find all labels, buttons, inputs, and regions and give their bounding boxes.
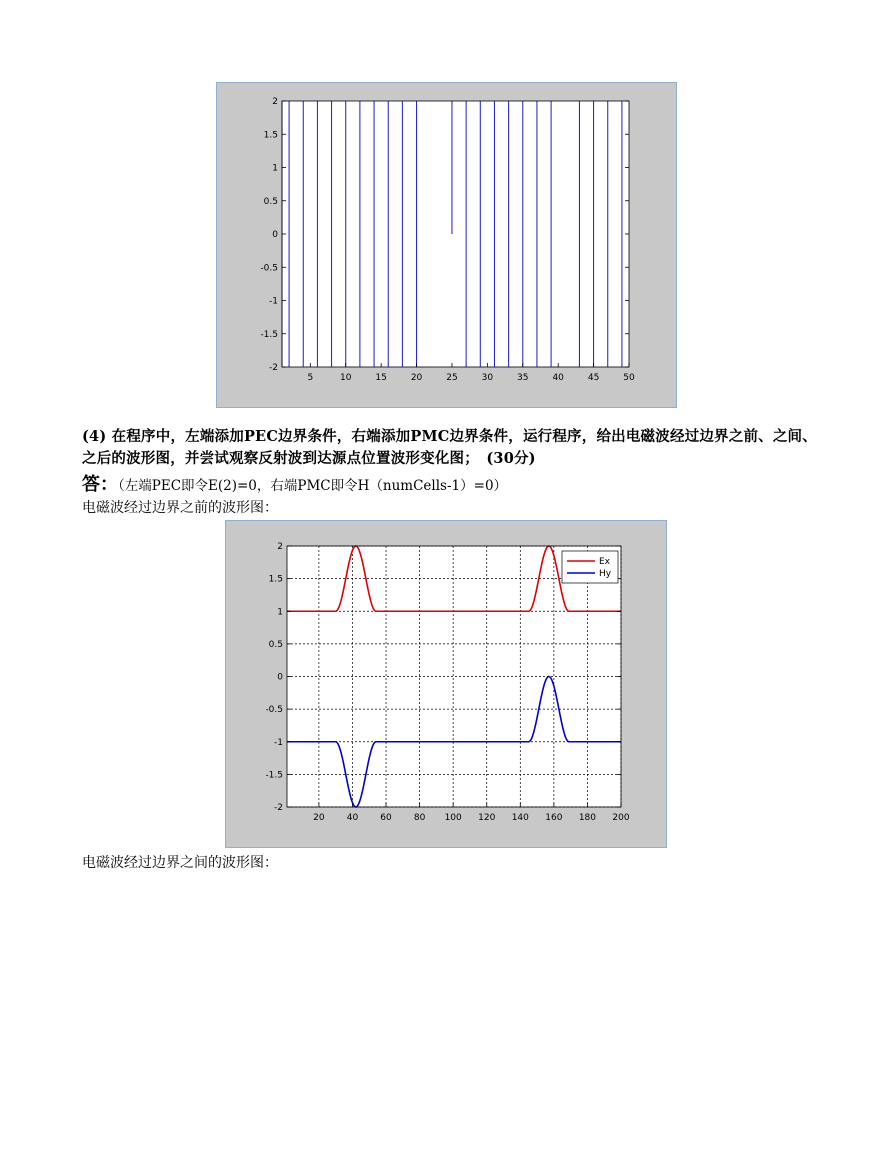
x-tick-label: 100 [444, 813, 462, 823]
x-tick-label: 40 [552, 373, 564, 383]
y-tick-label: 2 [272, 97, 278, 107]
x-tick-label: 80 [413, 813, 426, 823]
y-tick-label: -0.5 [265, 705, 283, 716]
x-tick-label: 40 [346, 813, 359, 823]
y-tick-label: -1 [269, 296, 278, 307]
caption-before: 电磁波经过边界之前的波形图： [82, 500, 278, 516]
y-tick-label: 1 [272, 163, 278, 174]
x-tick-label: 45 [587, 373, 600, 383]
x-tick-label: 50 [623, 373, 635, 383]
x-tick-label: 25 [446, 373, 458, 383]
legend-label-hy: Hy [599, 569, 612, 579]
x-tick-label: 200 [612, 813, 630, 823]
answer-text: （左端PEC即令E(2)=0，右端PMC即令H（numCells-1）=0） [118, 478, 508, 494]
y-tick-label: -1 [274, 737, 283, 748]
question-text: (4) 在程序中，左端添加PEC边界条件，右端添加PMC边界条件，运行程序，给出电磁波经过边界之前、之间、之后的波形图，并尝试观察反射波到达源点位置波形变化图； (30分) [82, 428, 817, 467]
y-tick-label: -0.5 [260, 263, 278, 274]
x-tick-label: 35 [517, 373, 529, 383]
x-tick-label: 120 [478, 813, 496, 823]
y-tick-label: 0 [277, 672, 283, 683]
figure-1-frame [216, 82, 677, 408]
y-tick-label: 1.5 [268, 574, 283, 585]
y-tick-label: -2 [274, 803, 283, 813]
x-tick-label: 180 [578, 813, 597, 823]
x-tick-label: 10 [340, 373, 352, 383]
figure-1-chart [217, 83, 676, 407]
y-tick-label: 1.5 [263, 130, 278, 141]
y-tick-label: 2 [277, 542, 283, 552]
figure-2-chart [226, 521, 666, 847]
answer-line [82, 474, 507, 497]
y-tick-label: 0 [272, 230, 278, 240]
x-tick-label: 60 [380, 813, 392, 823]
x-tick-label: 160 [545, 813, 563, 823]
y-tick-label: -1.5 [260, 329, 278, 340]
figure-2-frame [225, 520, 667, 848]
y-tick-label: -1.5 [265, 770, 283, 781]
x-tick-label: 140 [511, 813, 529, 823]
y-tick-label: -2 [269, 363, 278, 373]
plot-area [282, 101, 629, 367]
x-tick-label: 20 [313, 813, 325, 823]
y-tick-label: 0.5 [263, 196, 278, 207]
x-tick-label: 15 [375, 373, 387, 383]
legend-label-ex: Ex [599, 557, 611, 567]
caption-between: 电磁波经过边界之间的波形图： [82, 855, 278, 871]
y-tick-label: 1 [277, 607, 283, 618]
answer-label: 答： [82, 474, 118, 495]
x-tick-label: 30 [481, 373, 494, 383]
plot-area [287, 546, 621, 807]
x-tick-label: 20 [410, 373, 423, 383]
x-tick-label: 5 [307, 373, 314, 383]
y-tick-label: 0.5 [268, 639, 283, 650]
